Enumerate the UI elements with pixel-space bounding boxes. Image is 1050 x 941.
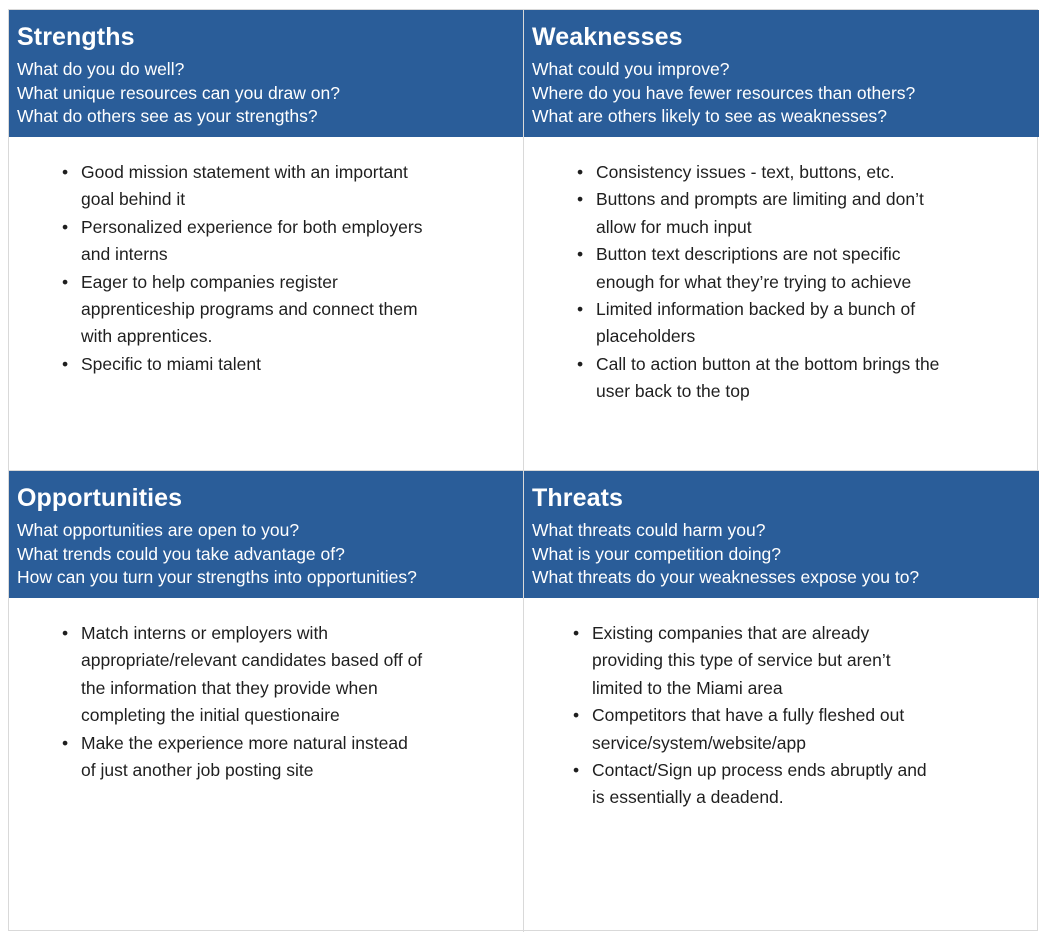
list-item: • Make the experience more natural instead of just another job posting site	[9, 730, 523, 785]
bullet-icon: •	[577, 353, 584, 374]
list-item: • Consistency issues - text, buttons, etc.	[524, 159, 1039, 186]
weaknesses-question: Where do you have fewer resources than others?	[532, 82, 916, 103]
strengths-question: What unique resources can you draw on?	[17, 82, 340, 103]
strengths-cell	[9, 10, 524, 471]
bullet-icon: •	[577, 189, 584, 210]
bullet-icon: •	[62, 353, 69, 374]
threats-question: What threats could harm you?	[532, 520, 766, 540]
list-item: • Existing companies that are already providing this type of service but aren’t limited to the Miami area	[524, 620, 1039, 702]
threats-question: What threats do your weaknesses expose you to?	[532, 567, 920, 587]
list-item: • Competitors that have a fully fleshed out service/system/website/app	[524, 702, 1039, 757]
weaknesses-cell	[524, 10, 1039, 471]
weaknesses-question: What are others likely to see as weaknesses?	[532, 106, 888, 126]
bullet-icon: •	[573, 705, 580, 726]
bullet-icon: •	[62, 216, 69, 237]
weaknesses-list	[524, 159, 1039, 406]
strengths-title: Strengths	[17, 23, 135, 51]
weaknesses-body	[524, 137, 1039, 406]
list-item: • Good mission statement with an important goal behind it	[9, 159, 523, 214]
list-item: • Limited information backed by a bunch of placeholders	[524, 296, 1039, 351]
list-item: • Personalized experience for both employers and interns	[9, 214, 523, 269]
bullet-icon: •	[577, 244, 584, 265]
strengths-body	[9, 137, 523, 378]
opportunities-question: How can you turn your strengths into opportunities?	[17, 567, 417, 587]
threats-header	[524, 471, 1039, 598]
weaknesses-question: What could you improve?	[532, 59, 730, 79]
bullet-icon: •	[577, 162, 584, 182]
list-item: • Eager to help companies register apprenticeship programs and connect them with apprentices.	[9, 269, 523, 351]
strengths-list	[9, 159, 523, 378]
threats-body	[524, 598, 1039, 812]
threats-title: Threats	[532, 484, 624, 512]
opportunities-header	[9, 471, 523, 598]
list-item: • Buttons and prompts are limiting and don’t allow for much input	[524, 186, 1039, 241]
weaknesses-header	[524, 10, 1039, 137]
opportunities-list	[9, 620, 523, 784]
bullet-icon: •	[62, 732, 69, 753]
bullet-icon: •	[62, 271, 69, 292]
threats-list	[524, 620, 1039, 812]
opportunities-question: What trends could you take advantage of?	[17, 543, 345, 564]
strengths-question: What do you do well?	[17, 59, 185, 79]
bullet-icon: •	[62, 162, 69, 182]
bullet-icon: •	[577, 299, 584, 320]
opportunities-body	[9, 598, 523, 784]
list-item: • Button text descriptions are not specific enough for what they’re trying to achieve	[524, 241, 1039, 296]
bullet-icon: •	[62, 623, 69, 643]
list-item: • Specific to miami talent	[9, 351, 523, 378]
strengths-question: What do others see as your strengths?	[17, 106, 318, 126]
bullet-icon: •	[573, 760, 580, 781]
list-item: • Contact/Sign up process ends abruptly and is essentially a deadend.	[524, 757, 1039, 812]
threats-question: What is your competition doing?	[532, 543, 782, 564]
opportunities-question: What opportunities are open to you?	[17, 520, 300, 540]
opportunities-cell	[9, 471, 524, 932]
opportunities-title: Opportunities	[17, 484, 183, 512]
swot-table	[8, 9, 1038, 931]
weaknesses-title: Weaknesses	[532, 23, 683, 51]
list-item: • Call to action button at the bottom brings the user back to the top	[524, 351, 1039, 406]
list-item: • Match interns or employers with appropriate/relevant candidates based off of the information that they provide when completing the initial questionaire	[9, 620, 523, 730]
threats-cell	[524, 471, 1039, 932]
strengths-header	[9, 10, 523, 137]
bullet-icon: •	[573, 623, 580, 643]
